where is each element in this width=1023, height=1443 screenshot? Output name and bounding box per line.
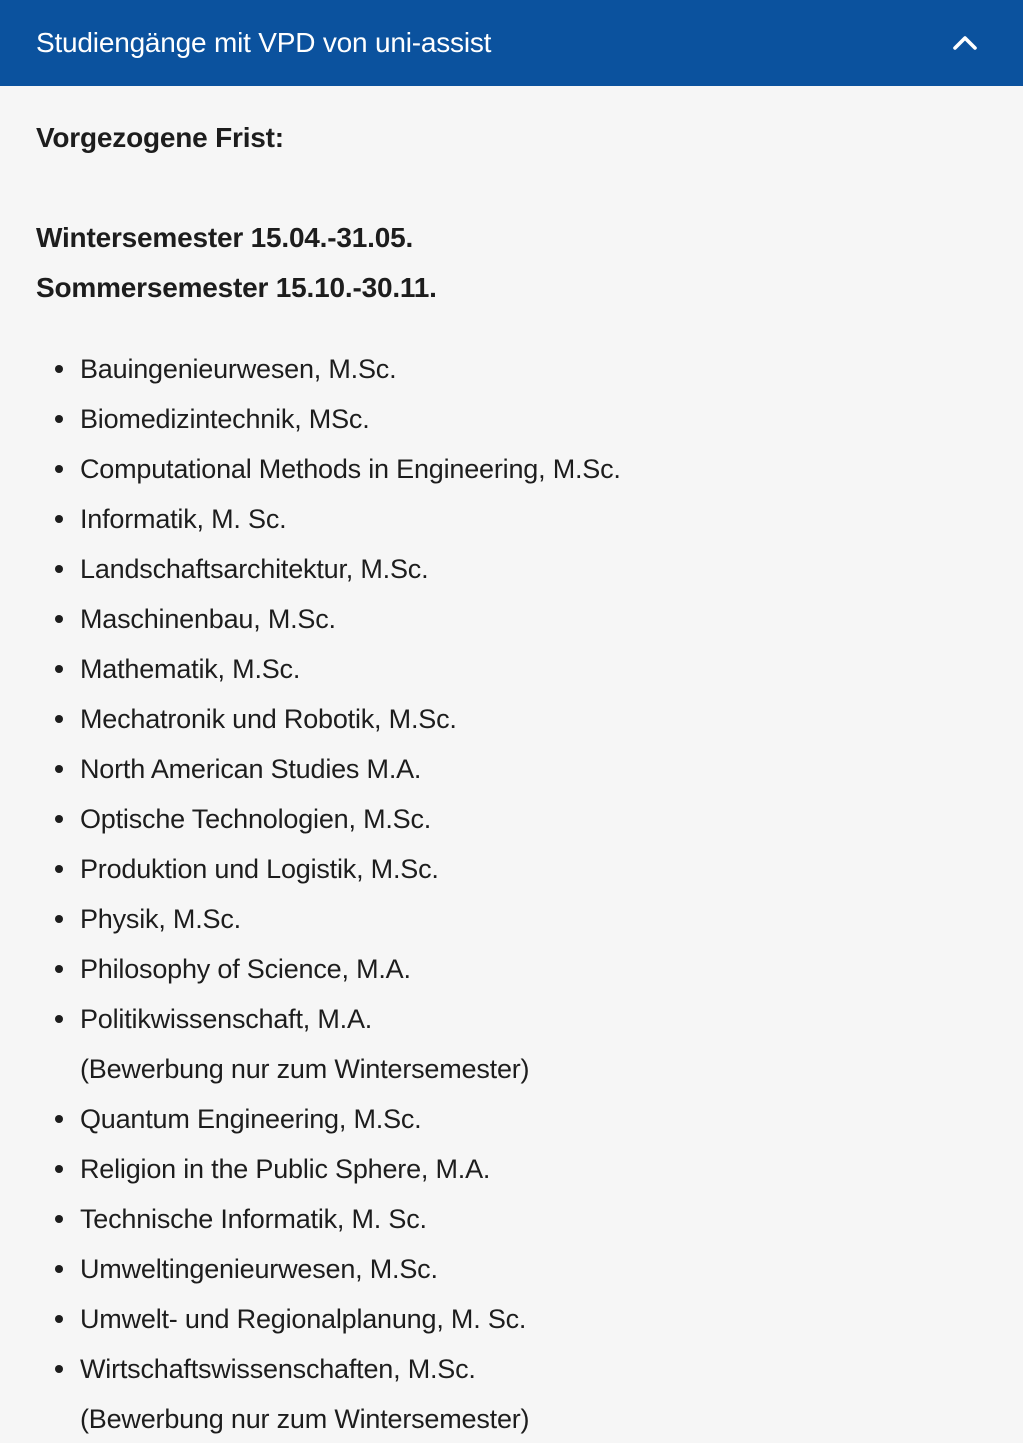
accordion-header[interactable]: [0, 0, 1023, 86]
list-item: [80, 894, 987, 944]
list-item: [80, 494, 987, 544]
list-item: [80, 394, 987, 444]
list-item: [80, 744, 987, 794]
program-list: [36, 344, 987, 1443]
program-name: Technische Informatik, M. Sc.: [80, 1204, 427, 1234]
program-name: Mechatronik und Robotik, M.Sc.: [80, 704, 457, 734]
program-name: Physik, M.Sc.: [80, 904, 241, 934]
program-name: Bauingenieurwesen, M.Sc.: [80, 354, 397, 384]
list-item: [80, 694, 987, 744]
blank-line: [36, 163, 987, 213]
program-name: Produktion und Logistik, M.Sc.: [80, 854, 439, 884]
list-item: [80, 1244, 987, 1294]
list-item: [80, 794, 987, 844]
program-name: Landschaftsarchitektur, M.Sc.: [80, 554, 429, 584]
list-item: [80, 594, 987, 644]
program-name: Biomedizintechnik, MSc.: [80, 404, 370, 434]
program-name: Mathematik, M.Sc.: [80, 654, 301, 684]
list-item: [80, 1194, 987, 1244]
list-item: [80, 994, 987, 1094]
program-name: Politikwissenschaft, M.A.: [80, 1004, 373, 1034]
program-name: Religion in the Public Sphere, M.A.: [80, 1154, 491, 1184]
program-name: Optische Technologien, M.Sc.: [80, 804, 432, 834]
program-name: Umweltingenieurwesen, M.Sc.: [80, 1254, 438, 1284]
program-name: Quantum Engineering, M.Sc.: [80, 1104, 422, 1134]
list-item: [80, 1144, 987, 1194]
program-name: Maschinenbau, M.Sc.: [80, 604, 336, 634]
program-name: Computational Methods in Engineering, M.Sc.: [80, 454, 621, 484]
accordion-content: [0, 86, 1023, 1443]
list-item: [80, 1094, 987, 1144]
accordion-title: Studiengänge mit VPD von uni-assist: [36, 27, 492, 58]
deadline-sommersemester: Sommersemester 15.10.-30.11.: [36, 272, 437, 303]
program-name: Umwelt- und Regionalplanung, M. Sc.: [80, 1304, 527, 1334]
program-name: North American Studies M.A.: [80, 754, 422, 784]
list-item: [80, 1294, 987, 1344]
list-item: [80, 444, 987, 494]
program-name: Philosophy of Science, M.A.: [80, 954, 411, 984]
list-item: [80, 344, 987, 394]
program-note: (Bewerbung nur zum Wintersemester): [80, 1054, 530, 1084]
program-name: Wirtschaftswissenschaften, M.Sc.: [80, 1354, 476, 1384]
deadline-wintersemester: Wintersemester 15.04.-31.05.: [36, 222, 414, 253]
collapse-button[interactable]: [951, 29, 979, 57]
list-item: [80, 644, 987, 694]
program-note: (Bewerbung nur zum Wintersemester): [80, 1404, 530, 1434]
program-name: Informatik, M. Sc.: [80, 504, 287, 534]
list-item: [80, 844, 987, 894]
intro-heading: Vorgezogene Frist:: [36, 122, 284, 153]
list-item: [80, 1344, 987, 1443]
chevron-up-icon: [952, 35, 978, 51]
list-item: [80, 544, 987, 594]
list-item: [80, 944, 987, 994]
